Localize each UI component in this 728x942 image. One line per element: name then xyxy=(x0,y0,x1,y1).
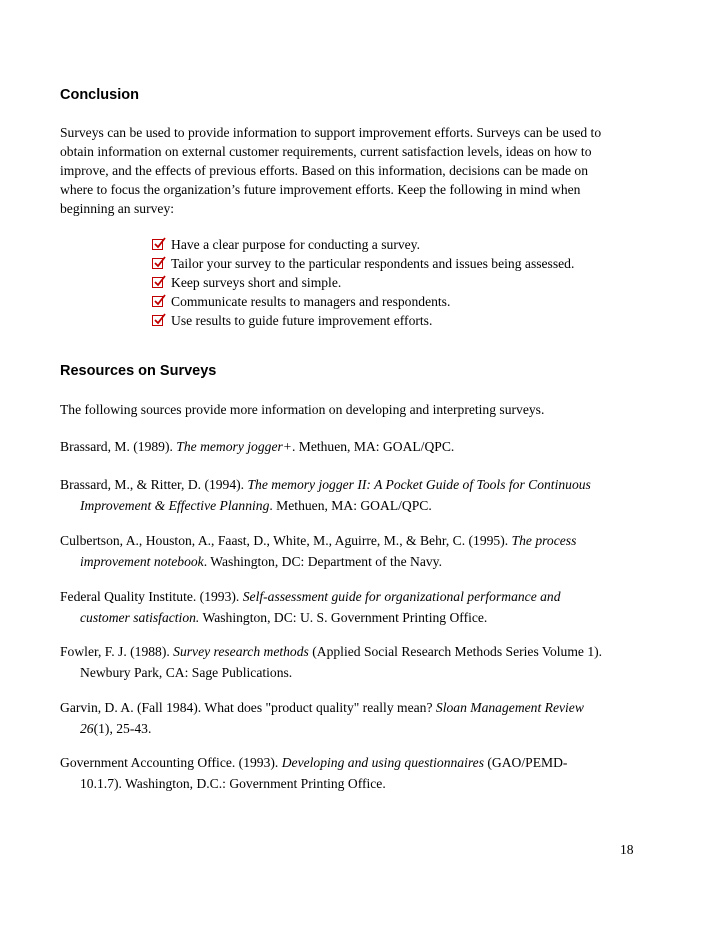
checked-box-icon xyxy=(152,277,163,288)
list-item xyxy=(152,292,574,311)
list-item xyxy=(152,235,574,254)
ref-title-cont: Improvement & Effective Planning xyxy=(80,498,270,513)
ref-title: Survey research methods xyxy=(173,644,309,659)
checked-box-icon xyxy=(152,239,163,250)
conclusion-bullet-list xyxy=(152,235,574,330)
ref-authors: Fowler, F. J. (1988). xyxy=(60,644,174,659)
resources-intro: The following sources provide more information on developing and interpreting surveys. xyxy=(60,402,545,417)
checked-box-icon xyxy=(152,296,163,307)
ref-publisher: 10.1.7). Washington, D.C.: Government Printing Office. xyxy=(80,776,386,791)
conclusion-heading: Conclusion xyxy=(60,87,139,103)
page-number: 18 xyxy=(620,842,634,857)
paragraph-line: where to focus the organization’s future improvement efforts. Keep the following in mind when xyxy=(60,182,581,197)
reference-entry xyxy=(60,530,660,572)
ref-authors: Garvin, D. A. (Fall 1984). What does "product quality" really mean? xyxy=(60,700,436,715)
ref-publisher: . Washington, DC: Department of the Navy. xyxy=(203,554,442,569)
ref-authors: Federal Quality Institute. (1993). xyxy=(60,589,243,604)
paragraph-line: beginning an survey: xyxy=(60,201,175,216)
ref-publisher: . Methuen, MA: GOAL/QPC. xyxy=(291,439,455,454)
ref-publisher: . Methuen, MA: GOAL/QPC. xyxy=(269,498,432,513)
ref-title-cont: customer satisfaction. xyxy=(80,610,200,625)
bullet-text: Keep surveys short and simple. xyxy=(171,275,342,290)
ref-series: (Applied Social Research Methods Series Volume 1). xyxy=(308,644,603,659)
ref-title: Developing and using questionnaires xyxy=(281,755,484,770)
ref-authors: Brassard, M. (1989). xyxy=(60,439,177,454)
resources-heading: Resources on Surveys xyxy=(60,363,217,379)
checked-box-icon xyxy=(152,315,163,326)
list-item xyxy=(152,311,574,330)
paragraph-line: obtain information on external customer requirements, current satisfaction levels, ideas on how to xyxy=(60,144,592,159)
reference-entry xyxy=(60,436,660,457)
reference-entry xyxy=(60,752,660,794)
ref-title: Self-assessment guide for organizational performance and xyxy=(242,589,561,604)
ref-authors: Culbertson, A., Houston, A., Faast, D., White, M., Aguirre, M., & Behr, C. (1995). xyxy=(60,533,512,548)
ref-report-id: (GAO/PEMD- xyxy=(483,755,568,770)
paragraph-line: Surveys can be used to provide information to support improvement efforts. Surveys can be used to xyxy=(60,125,602,140)
conclusion-paragraph xyxy=(60,123,660,218)
ref-publisher: Washington, DC: U. S. Government Printing Office. xyxy=(199,610,488,625)
list-item xyxy=(152,273,574,292)
ref-title-cont: improvement notebook xyxy=(80,554,204,569)
bullet-text: Communicate results to managers and respondents. xyxy=(171,294,451,309)
ref-title: The memory jogger+ xyxy=(176,439,292,454)
checked-box-icon xyxy=(152,258,163,269)
reference-entry xyxy=(60,641,660,683)
ref-journal: Sloan Management Review xyxy=(435,700,584,715)
list-item xyxy=(152,254,574,273)
paragraph-line: improve, and the effects of previous efforts. Based on this information, decisions can be made on xyxy=(60,163,589,178)
ref-pages: (1), 25-43. xyxy=(93,721,152,736)
ref-title: The process xyxy=(511,533,577,548)
reference-entry xyxy=(60,474,660,516)
ref-volume: 26 xyxy=(80,721,94,736)
reference-entry xyxy=(60,586,660,628)
ref-title: The memory jogger II: A Pocket Guide of Tools for Continuous xyxy=(247,477,591,492)
reference-entry xyxy=(60,697,660,739)
bullet-text: Have a clear purpose for conducting a survey. xyxy=(171,237,420,252)
ref-authors: Government Accounting Office. (1993). xyxy=(60,755,282,770)
ref-authors: Brassard, M., & Ritter, D. (1994). xyxy=(60,477,248,492)
ref-publisher: Newbury Park, CA: Sage Publications. xyxy=(80,665,293,680)
bullet-text: Tailor your survey to the particular respondents and issues being assessed. xyxy=(171,256,575,271)
bullet-text: Use results to guide future improvement efforts. xyxy=(171,313,433,328)
